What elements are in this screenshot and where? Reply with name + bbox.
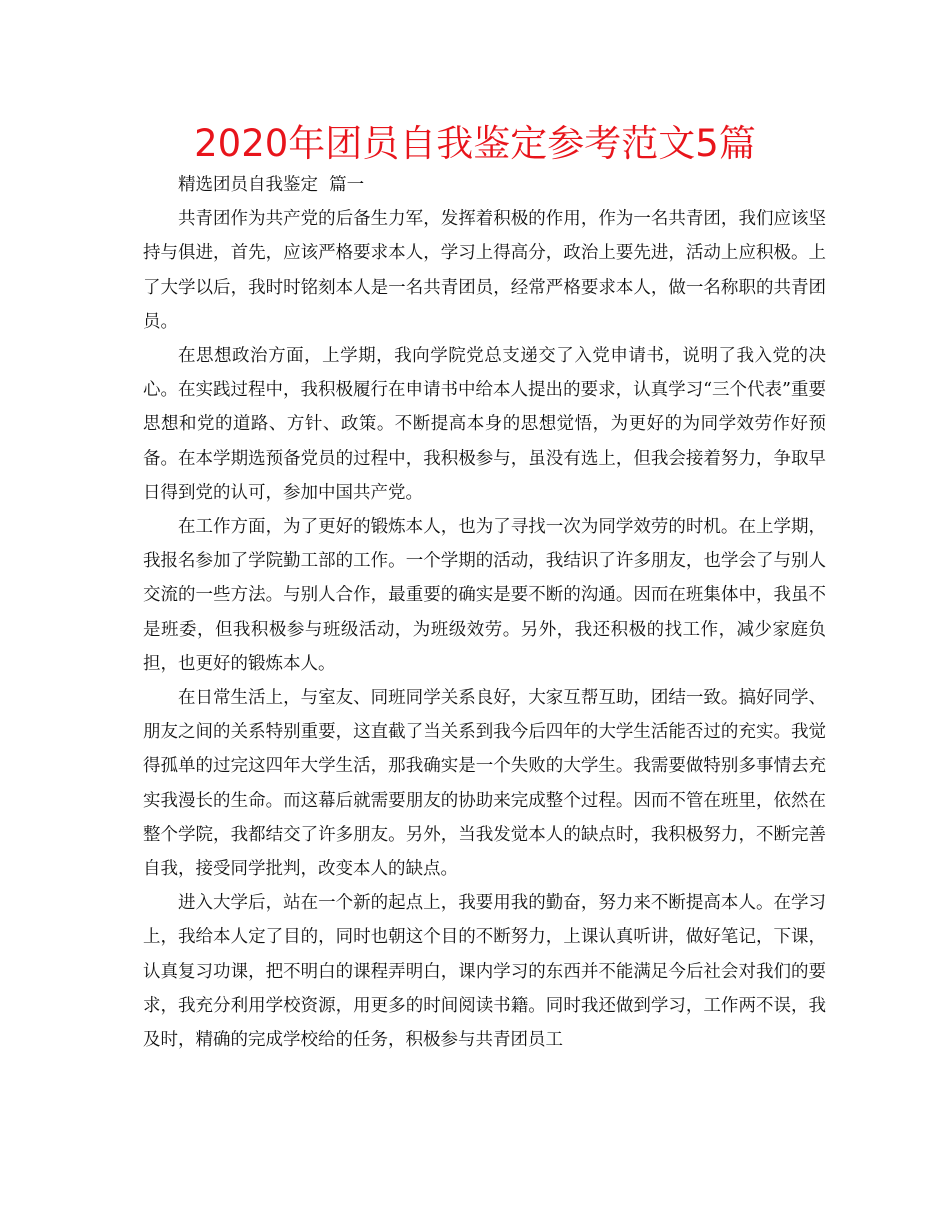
paragraph-3: 在工作方面，为了更好的锻炼本人，也为了寻找一次为同学效劳的时机。在上学期，我报名参加了学院勤工部的工作。一个学期的活动，我结识了许多朋友，也学会了与别人交流的一些方法。与别人合作，最重要的确实是要不断的沟通。因而在班集体中，我虽不是班委，但我积极参与班级活动，为班级效劳。另外，我还积极的找工作，减少家庭负担，也更好的锻炼本人。 bbox=[143, 517, 826, 674]
paragraph-1: 共青团作为共产党的后备生力军，发挥着积极的作用，作为一名共青团，我们应该坚持与俱进，首先，应该严格要求本人，学习上得高分，政治上要先进，活动上应积极。上了大学以后，我时时铭刻本人是一名共青团员，经常严格要求本人，做一名称职的共青团员。 bbox=[143, 209, 826, 332]
document-title: 2020年团员自我鉴定参考范文5篇 bbox=[194, 122, 756, 165]
section-heading: 精选团员自我鉴定 篇一 bbox=[178, 175, 365, 195]
paragraph-4: 在日常生活上，与室友、同班同学关系良好，大家互帮互助，团结一致。搞好同学、朋友之间的关系特别重要，这直截了当关系到我今后四年的大学生活能否过的充实。我觉得孤单的过完这四年大学生活，那我确实是一个失败的大学生。我需要做特别多事情去充实我漫长的生命。而这幕后就需要朋友的协助来完成整个过程。因而不管在班里，依然在整个学院，我都结交了许多朋友。另外，当我发觉本人的缺点时，我积极努力，不断完善自我，接受同学批判，改变本人的缺点。 bbox=[143, 688, 826, 880]
paragraph-2: 在思想政治方面，上学期，我向学院党总支递交了入党申请书，说明了我入党的决心。在实践过程中，我积极履行在申请书中给本人提出的要求，认真学习“三个代表”重要思想和党的道路、方针、政策。不断提高本身的思想觉悟，为更好的为同学效劳作好预备。在本学期选预备党员的过程中，我积极参与，虽没有选上，但我会接着努力，争取早日得到党的认可，参加中国共产党。 bbox=[143, 346, 826, 503]
document-body bbox=[143, 168, 826, 1057]
paragraph-5: 进入大学后，站在一个新的起点上，我要用我的勤奋，努力来不断提高本人。在学习上，我给本人定了目的，同时也朝这个目的不断努力，上课认真听讲，做好笔记，下课，认真复习功课，把不明白的课程弄明白，课内学习的东西并不能满足今后社会对我们的要求，我充分利用学校资源，用更多的时间阅读书籍。同时我还做到学习，工作两不误，我及时，精确的完成学校给的任务，积极参与共青团员工 bbox=[143, 893, 826, 1051]
